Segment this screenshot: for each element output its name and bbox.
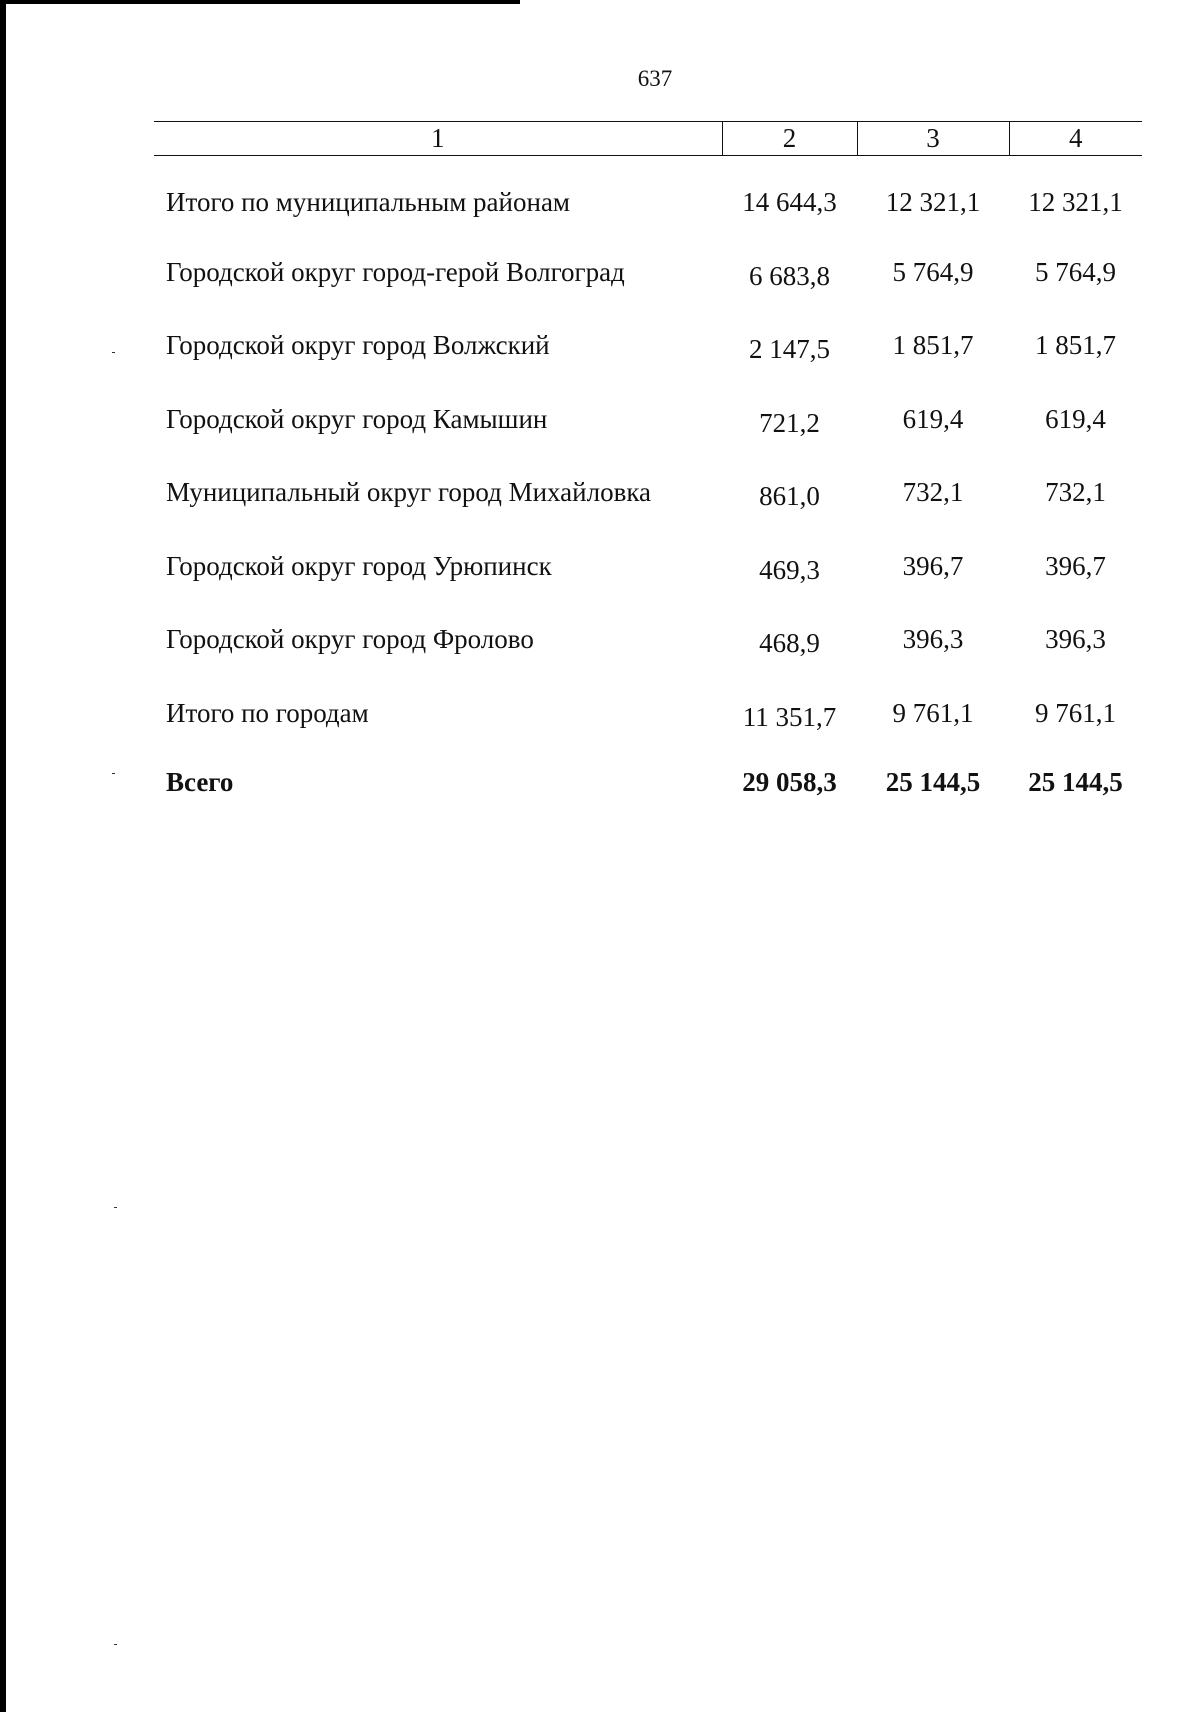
row-value-col4: 25 144,5 (1028, 767, 1123, 798)
table-header (154, 122, 1142, 156)
row-name: Городской округ город-герой Волгоград (166, 256, 625, 287)
header-row (154, 122, 1142, 156)
row-value-col3: 25 144,5 (885, 767, 981, 798)
row-name: Городской округ город Фролово (166, 624, 534, 655)
row-value-col4: 5 764,9 (1035, 256, 1116, 287)
row-name: Городской округ город Волжский (166, 330, 550, 361)
row-value-col2: 14 644,3 (742, 187, 837, 218)
row-value-col2: 11 351,7 (742, 701, 837, 732)
table-row (154, 309, 1142, 383)
row-name: Итого по муниципальным районам (166, 187, 571, 218)
row-value-col4: 619,4 (1045, 403, 1106, 434)
scan-speck (114, 1207, 117, 1208)
row-value-col2: 6 683,8 (749, 260, 830, 291)
header-cell-1: 1 (154, 122, 722, 156)
row-value-col4: 396,7 (1045, 550, 1106, 581)
table-row (154, 677, 1142, 751)
table-container (154, 121, 1142, 816)
row-value-col3: 732,1 (902, 477, 964, 508)
table-row (154, 156, 1142, 236)
row-value-col3: 396,7 (902, 550, 964, 581)
row-name: Итого по городам (166, 697, 369, 728)
table-row (154, 236, 1142, 310)
row-value-col3: 9 761,1 (892, 697, 974, 728)
row-value-col4: 12 321,1 (1028, 187, 1123, 218)
scan-edge-top (0, 0, 520, 4)
header-cell-4: 4 (1009, 122, 1142, 156)
scan-speck (112, 773, 115, 774)
table-row (154, 383, 1142, 457)
row-value-col4: 1 851,7 (1035, 330, 1116, 361)
page-number: 637 (637, 66, 673, 91)
row-value-col3: 1 851,7 (892, 330, 974, 361)
row-value-col2: 861,0 (759, 481, 820, 512)
table-row (154, 456, 1142, 530)
row-name: Городской округ город Камышин (166, 403, 548, 434)
row-value-col4: 9 761,1 (1035, 697, 1116, 728)
scan-speck (112, 352, 115, 353)
table-row-total (154, 750, 1142, 816)
table-body (154, 156, 1142, 816)
row-value-col2: 468,9 (759, 628, 820, 659)
table-row (154, 530, 1142, 604)
table-row (154, 603, 1142, 677)
scan-speck (114, 1644, 117, 1645)
row-name: Муниципальный округ город Михайловка (166, 477, 652, 508)
row-value-col3: 12 321,1 (885, 187, 981, 218)
data-table (154, 121, 1142, 816)
scan-edge-left (0, 0, 6, 1712)
row-value-col4: 732,1 (1045, 477, 1106, 508)
row-value-col2: 2 147,5 (749, 334, 830, 365)
row-name: Городской округ город Урюпинск (166, 550, 552, 581)
row-value-col2: 721,2 (759, 407, 820, 438)
row-value-col2: 29 058,3 (742, 767, 837, 798)
header-cell-3: 3 (857, 122, 1009, 156)
row-name: Всего (166, 767, 234, 798)
row-value-col3: 619,4 (902, 403, 964, 434)
row-value-col3: 396,3 (902, 624, 964, 655)
header-cell-2: 2 (722, 122, 857, 156)
row-value-col4: 396,3 (1045, 624, 1106, 655)
row-value-col3: 5 764,9 (892, 256, 974, 287)
row-value-col2: 469,3 (759, 554, 820, 585)
